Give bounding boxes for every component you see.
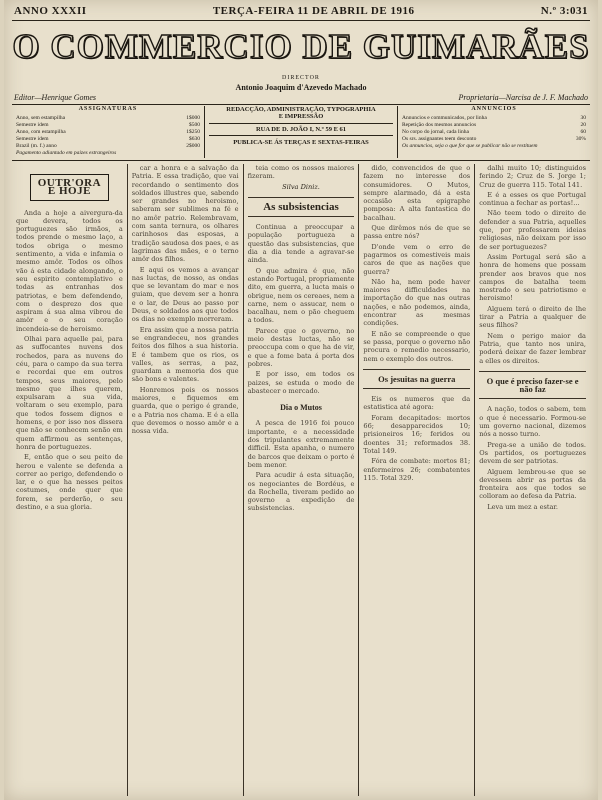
paragraph: Alguem terá o direito de lhe tirar a Patria a qualquer de seus filhos? <box>479 304 586 330</box>
column-4 <box>359 164 475 796</box>
paragraph: Parece que o governo, no meio destas luctas, não se preoccupa com o que ha de vir, e que a fome bata á porta dos pobres. <box>247 326 355 368</box>
subscription-row-label: Anno, com estampilha <box>16 129 66 135</box>
col3-top-paragraph: teia como os nossos maiores fizeram. <box>247 164 355 181</box>
ad-rate-row <box>402 129 586 136</box>
ad-rate-row <box>402 115 586 122</box>
issue-number: N.º 3:031 <box>540 5 588 17</box>
subscription-row-label: Semestre idem <box>16 122 49 128</box>
issue-date: TERÇA-FEIRA 11 DE ABRIL DE 1916 <box>212 5 415 17</box>
paragraph: E não se compreende o que se passa, porque o governo não procura o remedio necessario, nem o exemplo dos outros. <box>363 329 471 363</box>
subscriptions-note: Pagamento adiantado em paizes estrangeiros <box>16 150 117 156</box>
article-title-subsistencias: As subsistencias <box>248 197 355 217</box>
column-5 <box>475 164 590 796</box>
editor-credit: Editor—Henrique Gomes <box>14 93 96 102</box>
ad-rate-row-label: Os srs. assignantes teem desconto <box>402 136 477 142</box>
paragraph: Eis os numeros que da estatistica até agora: <box>363 395 471 412</box>
paragraph: Olhai para aquelle pai, para as suffocantes nuvens dos rochedos, para as nuvens do céu, para o campo da sua terra e recordai que em outros tempos, seus maiores, pelo mesmo que ilhes querem, expulsaram a sua vida, voltaram o seu exemplo, para que todos fossem dignos e homens, e por isso nos dissera que não se conhecem senão em quem affirmou as sentenças, honra de portuguezes. <box>16 335 123 451</box>
article-title-outrora: OUTR'ORA E HOJE <box>30 174 109 201</box>
paragraph: E por isso, em todos os paizes, se estuda o modo de abastecer o mercado. <box>247 370 355 395</box>
column-1 <box>12 164 128 796</box>
paragraph: dalhi muito 10; distinguidos ferindo 2; Cruz de S. Jorge 1; Cruz de guerra 115. Total 141. <box>479 164 586 189</box>
subscription-row <box>16 115 200 122</box>
ad-rate-row <box>402 122 586 129</box>
subscription-row <box>16 122 200 129</box>
subscription-row-value: 2$000 <box>186 143 200 149</box>
article-title-preciso: O que é preciso fazer-se e não faz <box>479 371 586 400</box>
subscription-row-value: 1$250 <box>186 129 200 135</box>
paragraph: Para acudir á esta situação, os negociantes de Bordéus, e da Rochella, tiveram pedido ao governo a expedição de subsistencias. <box>247 471 355 513</box>
sub-title-mutos: Dia o Mutos <box>280 403 322 413</box>
paragraph: Assim Portugal será são a honra de homens que possam prender aos bravos que nos campos de batalha teem mostrado o seu patriotismo e heroismo! <box>479 252 586 303</box>
paragraph: Não teem todo o direito de defender a sua Patria, aquelles que, por professarem ideias religiosas, não deixam por isso de ser portuguezes? <box>479 209 586 251</box>
director-block <box>14 74 588 92</box>
subhead <box>14 74 588 102</box>
masthead <box>12 22 590 72</box>
subscription-row-label: Semestre idem <box>16 136 49 142</box>
proprietor-credit: Proprietaria—Narcisa de J. F. Machado <box>458 93 588 102</box>
paragraph: Não ha, nem pode haver maiores difficuldades na importação do que nas outras nações, e não podemos, ainda, encontrar as mesmas condições. <box>363 277 471 328</box>
paragraph: Prega-se a união de todos. Os partidos, os portuguezes devem de ser patriotas. <box>479 440 586 466</box>
director-label: DIRECTOR <box>282 75 320 81</box>
paragraph: Anda a hoje a aivergura-da que devera, todos os portuguezes são irmãos, a todos prende o mesmo laço, a todos obriga o mesmo sentimento, a vida e infamia o mesmo amôr. Todos os olhos vão á esta cidade alongando, o seu espirito contemplativo e todas as entranhas dos patriotas, e bem defendendo, com o desprezo dos que aspiram á sua alma vibrou de amôr e o seu coração incendeia-se de heroismo. <box>16 208 123 333</box>
paragraph: Leva um mez a estar. <box>487 502 558 511</box>
paragraph: Nem o perigo maior da Patria, que tanto nos unira, poderá deixar de fazer lembrar a elles os direitos. <box>479 331 586 365</box>
subscription-row-value: $500 <box>189 122 200 128</box>
paragraph: E é a esses os que Portugal continua a fechar as portas!... <box>479 190 586 208</box>
ads-note: Os annuncios, seja o que for que se publicar não se restituem <box>402 143 538 149</box>
subscription-row <box>16 143 200 150</box>
paragraph: Continua a preoccupar a população portugueza a questão das subsistencias, que dia a dia tende a agravar-se ainda. <box>247 223 355 265</box>
office-line-2: E IMPRESSÃO <box>278 113 324 120</box>
paragraph: Foram decapitados: mortos 66; desapparecidos 10; prisioneiros 16; feridos ou doentes 31; reformados 38. Total 149. <box>363 413 471 455</box>
paragraph: Alguem lembrou-se que se devessem abrir as portas da fronteira aos que todos se colloram ao defesa da Patria. <box>479 467 586 501</box>
article-title-jesuitas: Os jesuitas na guerra <box>363 369 470 389</box>
office-box <box>205 106 398 158</box>
subscription-row <box>16 136 200 143</box>
ad-rate-row <box>402 136 586 143</box>
ad-rate-row-label: No corpo do jornal, cada linha <box>402 129 469 135</box>
subscription-row-value: 1$000 <box>186 115 200 121</box>
paragraph: A nação, todos o sabem, tem o que é necessario. Formou-se um governo nacional, dizemos nós a nosso turno. <box>479 405 586 439</box>
ad-rate-row-value: 20 <box>580 122 586 128</box>
subscription-row-label: Brazil (m. f.) anno <box>16 143 57 149</box>
top-rule <box>12 20 590 21</box>
article-columns <box>12 164 590 796</box>
subscriptions-title: ASSIGNATURAS <box>78 106 138 112</box>
ad-rate-row-label: Repetição dos mesmos annuncios <box>402 122 477 128</box>
paragraph: Honremos pois os nossos maiores, e fiquemos em guarda, que o perigo é grande, e a Patria nos chama. E é a ella que devemos o nosso amôr e a nossa vida. <box>131 385 239 436</box>
ads-title: ANNUNCIOS <box>471 106 517 112</box>
paragraph: dido, convencidos de que o fazem no interesse dos consumidores. O Mutos, sempre alarmado, dá a esta occasião esta epigraphe pomposa: A alta fantastica do bacalhau. <box>363 164 471 222</box>
top-line <box>14 4 588 18</box>
masthead-title: O COMMERCIO DE GUIMARÃES <box>12 27 590 66</box>
subscription-row <box>16 129 200 136</box>
office-line-1: REDACÇÃO, ADMINISTRAÇÃO, TYPOGRAPHIA <box>226 106 376 113</box>
subscriptions-box <box>12 106 205 158</box>
newspaper-page <box>4 0 598 800</box>
ad-rate-row-value: 30 <box>580 115 586 121</box>
paragraph: Era assim que a nossa patria se engrandeceu, nos grandes feitos dos filhos a sua historia. E é tambem que os rios, os valles, as serras, a paz, guardam a memoria dos que são bons e valentes. <box>131 325 239 384</box>
info-bar <box>12 106 590 158</box>
signature: Silva Diniz. <box>282 182 320 191</box>
column-3 <box>244 164 360 796</box>
ad-rate-row-label: Annuncios e communicados, por linha <box>402 115 487 121</box>
office-address: RUA DE D. JOÃO I, N.º 59 E 61 <box>209 123 393 136</box>
subhead-rule <box>12 104 590 105</box>
paragraph: O que admira é que, não estando Portugal, propriamente dito, em guerra, a lucta mais o obrigue, nem os cereaes, nem a carne, nem o assucar, nem o bacalhau, nem o pão cheguem a todos. <box>247 266 355 325</box>
paragraph: Que dirêmos nós de que se passa entre nós? <box>363 224 471 241</box>
paragraph: D'onde vem o erro de pagarmos os comestiveis mais caros de que as nações que guerra? <box>363 242 471 276</box>
ad-rate-row-value: 60 <box>580 129 586 135</box>
ads-box <box>398 106 590 158</box>
subscription-row-label: Anno, sem estampilha <box>16 115 66 121</box>
paragraph: A pesca de 1916 foi pouco importante, e a necessidade dos tripulantes extremamente difficil. Esta apanha, o numero de barcos que deixam o porto é bem menor. <box>247 419 355 469</box>
column-2 <box>128 164 244 796</box>
paragraph: E aqui os vemos a avançar nas luctas, de nosso, as ondas que se levantam do mar e nos guiam, que devem ser a honra e o lar, de Deus ao passo por Deus, e soldados aos que todos os dias no exemplo morreram. <box>131 265 239 324</box>
anno-label: ANNO XXXII <box>14 5 87 17</box>
paragraph: car a honra e a salvação da Patria. E essa tradição, que vai recordando o sentimento dos soldados illustres que, sabendo ser grandes no heroismo, saberam ser sublimes na fé e no amôr patrio. Relembravam, com santa ternura, os olhares carinhosos das esposas, a tradição saudosa dos paes, e as lagrimas das mães, e o terno amôr dos filhos. <box>131 164 239 264</box>
publication-days: PUBLICA-SE ÁS TERÇAS E SEXTAS-FEIRAS <box>233 139 369 146</box>
subscription-row-value: $630 <box>189 136 200 142</box>
director-name: Antonio Joaquim d'Azevedo Machado <box>235 83 367 92</box>
paragraph: E, então que o seu peito de herou e valente se defenda a correr ao perigo, defendendo o lar, e o que ha nesses peitos costumes, onde quer que forem, se perderão, o seu destino, e a sua gloria. <box>16 453 123 511</box>
paragraph: Fóra de combate: mortos 81; enfermeiros 26; combatentes 115. Total 329. <box>363 457 471 482</box>
ad-rate-row-value: 30% <box>575 136 586 142</box>
infobar-rule <box>12 160 590 161</box>
